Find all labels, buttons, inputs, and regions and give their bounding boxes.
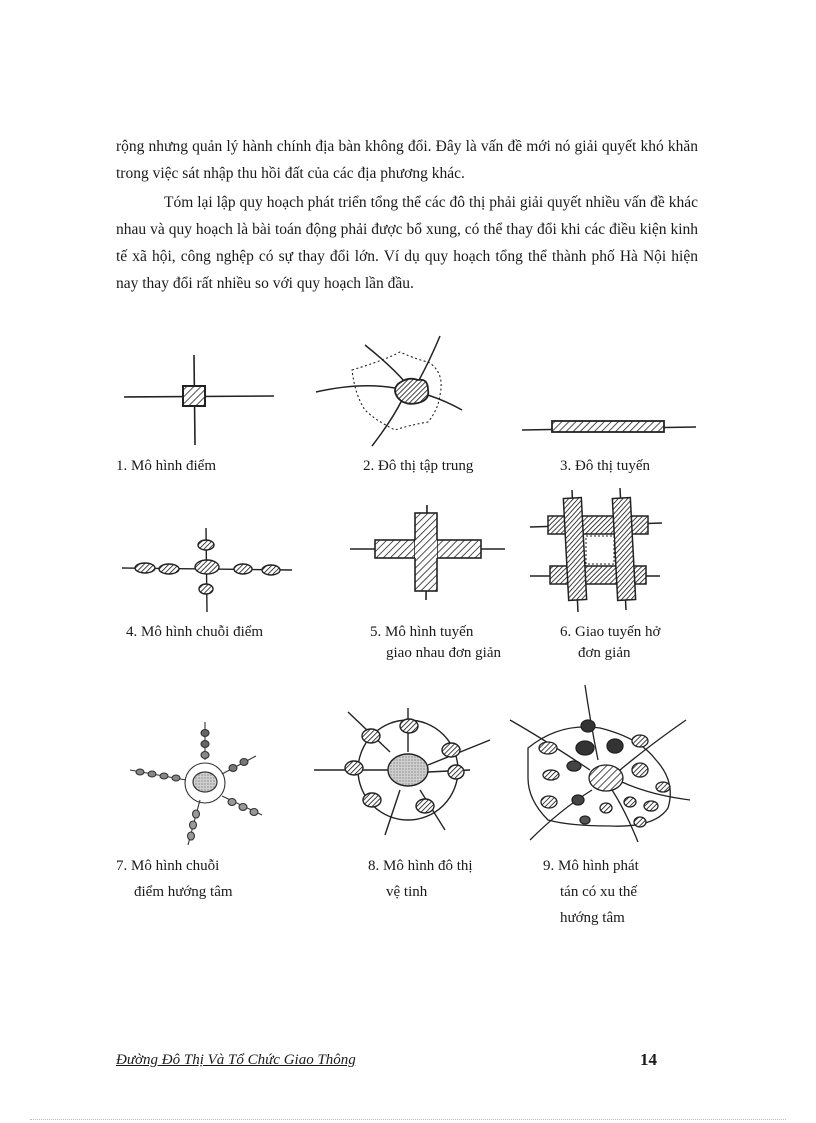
bottom-dotted-rule	[30, 1119, 786, 1120]
diagram-concentrated-city	[316, 336, 462, 446]
caption-fig6-line2: đơn giản	[578, 645, 631, 661]
diagram-simple-crossing-lines	[350, 505, 505, 600]
caption-fig8-line2: vệ tinh	[386, 884, 428, 900]
caption-fig7-line2: điểm hướng tâm	[134, 884, 233, 900]
caption-fig6-line1: 6. Giao tuyến hở	[560, 624, 661, 640]
diagram-satellite-city	[314, 708, 490, 835]
caption-fig5-line2: giao nhau đơn giản	[386, 645, 501, 661]
diagram-linear-city	[522, 421, 696, 432]
caption-fig7-line1: 7. Mô hình chuỗi	[116, 858, 220, 874]
caption-fig5-line1: 5. Mô hình tuyến	[370, 624, 474, 640]
diagram-chain-of-points	[122, 528, 292, 612]
diagram-radial-chain	[130, 722, 262, 845]
caption-fig2: 2. Đô thị tập trung	[363, 458, 474, 474]
caption-fig9-line3: hướng tâm	[560, 910, 625, 926]
footer-book-title: Đường Đô Thị Và Tổ Chức Giao Thông	[116, 1052, 356, 1068]
paragraph-1: rộng nhưng quản lý hành chính địa bàn không đổi. Đây là vấn đề mới nó giải quyết khó khăn trong việc sát nhập thu hồi đất của các địa phương khác.	[116, 138, 698, 182]
caption-fig4: 4. Mô hình chuỗi điểm	[126, 624, 264, 640]
paragraph-2: Tóm lại lập quy hoạch phát triển tổng thể các đô thị phải giải quyết nhiều vấn đề khác nhau và quy hoạch là bài toán động phải được bổ xung, có thể thay đổi khi các điều kiện kinh tế xã hội, công nghệp có sự thay đổi lớn. Ví dụ quy hoạch tổng thể thành phố Hà Nội hiện nay thay đổi rất nhiều so với quy hoạch lần đầu.	[116, 194, 698, 292]
caption-fig1: 1. Mô hình điểm	[116, 458, 216, 474]
diagram-dispersed-centripetal	[510, 685, 690, 842]
caption-fig8-line1: 8. Mô hình đô thị	[368, 858, 473, 874]
caption-fig3: 3. Đô thị tuyến	[560, 458, 650, 474]
caption-fig9-line1: 9. Mô hình phát	[543, 858, 639, 874]
diagram-open-grid-crossing	[530, 488, 662, 612]
diagram-point-model	[124, 355, 274, 445]
caption-fig9-line2: tán có xu thế	[560, 884, 638, 900]
page-number: 14	[640, 1050, 657, 1069]
